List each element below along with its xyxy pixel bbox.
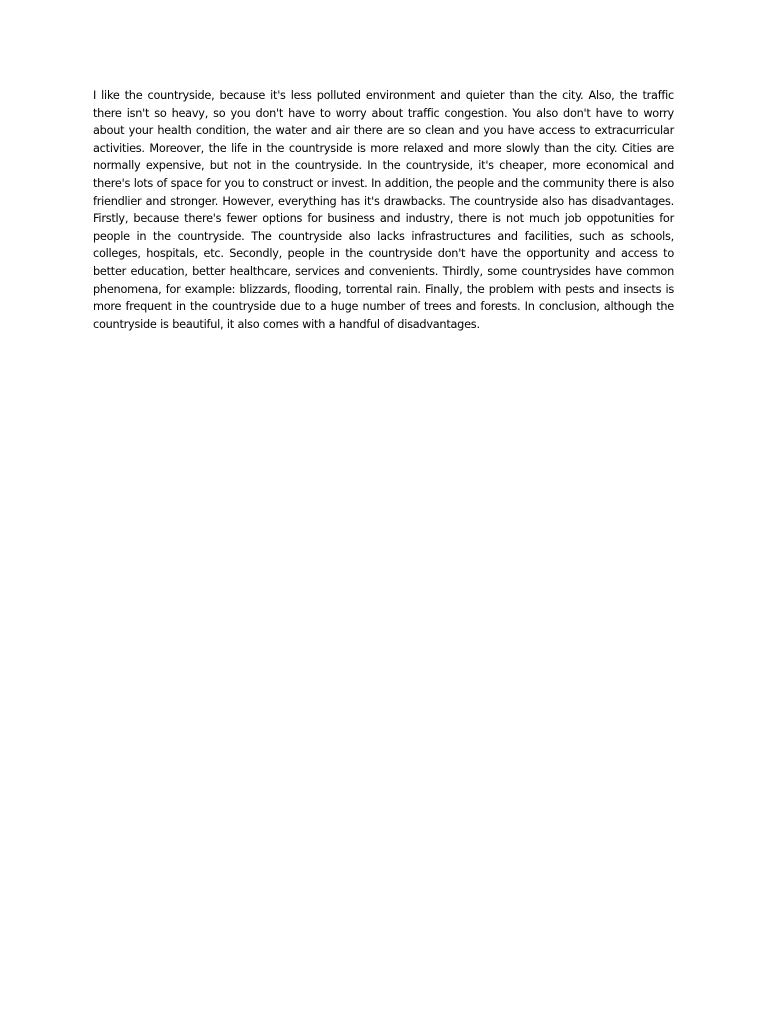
essay-paragraph: I like the countryside, because it's less polluted environment and quieter than the city. Also, the traffic there isn't so heavy, so you don't have to worry about traffic congestion. You also don't have to worry about your health condition, the water and air there are so clean and you have access to extracurricular activities. Moreover, the life in the countryside is more relaxed and more slowly than the city. Cities are normally expensive, but not in the countryside. In the countryside, it's cheaper, more economical and there's lots of space for you to construct or invest. In addition, the people and the community there is also friendlier and stronger. However, everything has it's drawbacks. The countryside also has disadvantages. Firstly, because there's fewer options for business and industry, there is not much job oppotunities for people in the countryside. The countryside also lacks infrastructures and facilities, such as schools, colleges, hospitals, etc. Secondly, people in the countryside don't have the opportunity and access to better education, better healthcare, services and convenients. Thirdly, some countrysides have common phenomena, for example: blizzards, flooding, torrental rain. Finally, the problem with pests and insects is more frequent in the countryside due to a huge number of trees and forests. In conclusion, although the countryside is beautiful, it also comes with a handful of disadvantages. bbox=[93, 89, 674, 331]
